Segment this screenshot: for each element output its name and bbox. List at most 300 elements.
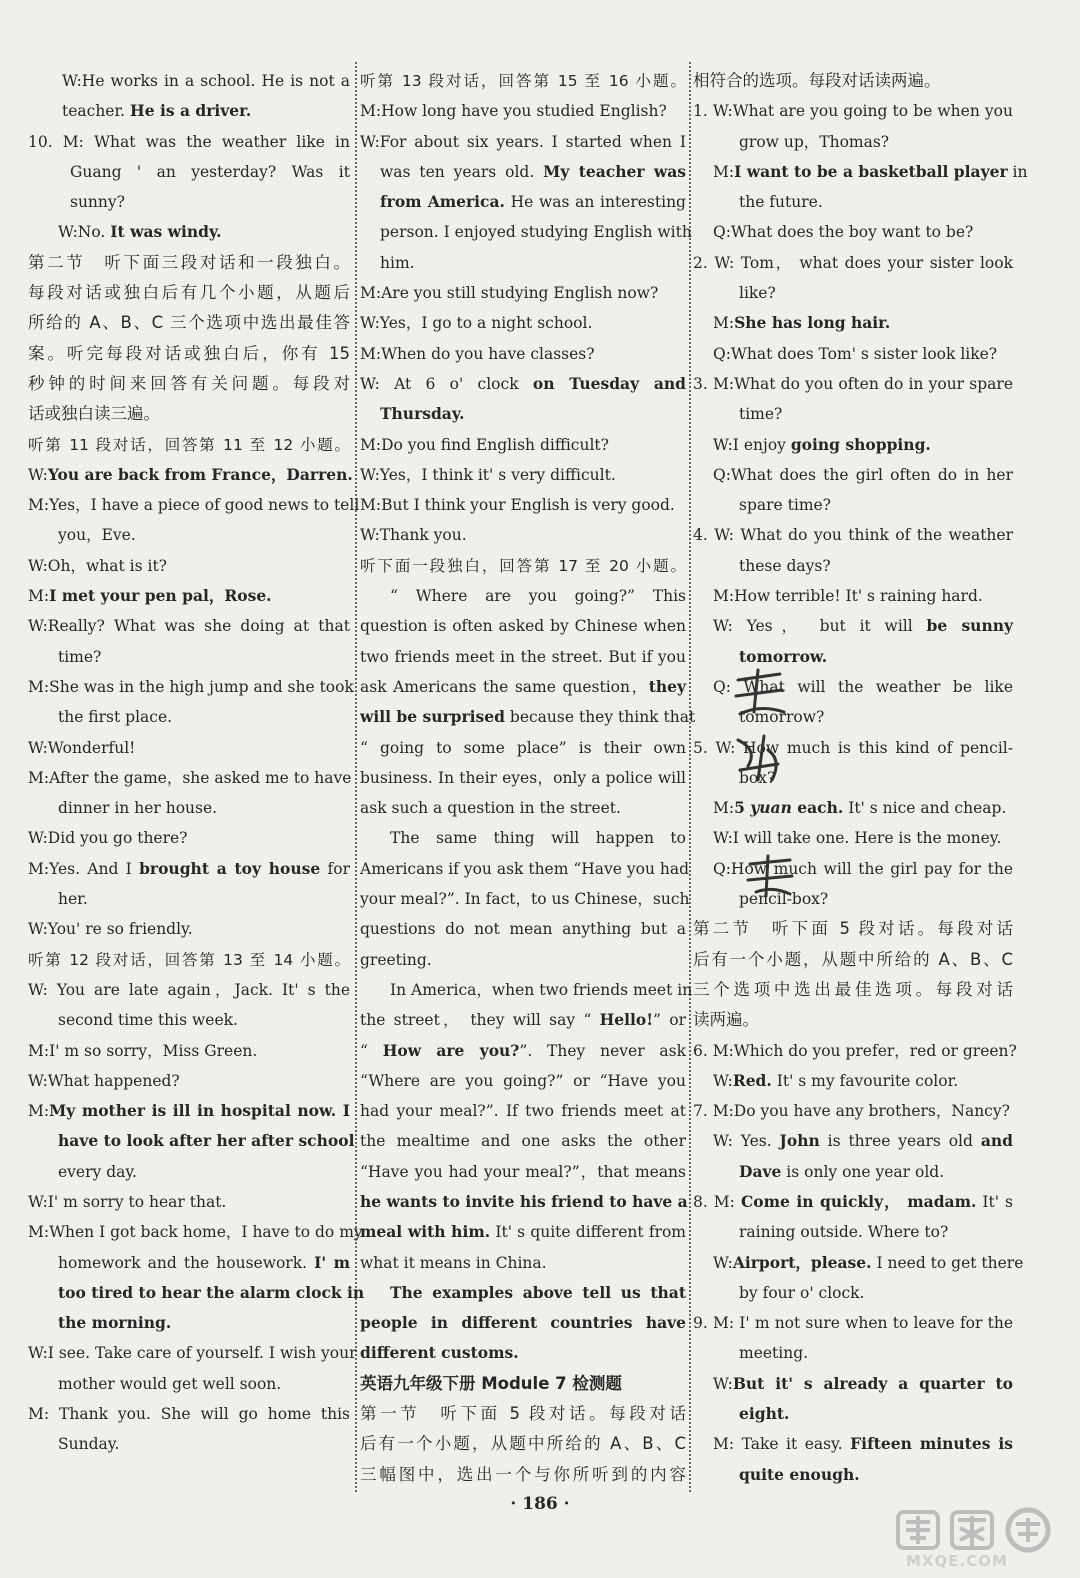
text-line [28,217,350,247]
text-run: Red. [732,1070,772,1090]
text-line [28,914,350,944]
text-column-right [693,66,1028,1491]
text-line [693,611,1013,641]
text-run: 7. M:Do you have any brothers，Nancy? [693,1102,1010,1121]
text-run: 后有一个小题，从题中所给的 A、B、C [360,1434,686,1454]
text-line [693,914,1013,944]
text-run: But it' s already a quarter to [732,1373,1013,1393]
text-line [360,430,686,460]
text-run: You are back from France，Darren. [47,464,353,484]
watermark-logo [896,1508,1056,1572]
text-line [28,1066,350,1096]
text-line [360,1157,686,1187]
text-line [360,581,686,611]
text-run: he wants to invite his friend to have a [360,1191,688,1211]
text-line [360,187,686,217]
text-run: 所给的 A、B、C 三个选项中选出最佳答 [28,313,350,333]
text-run: Q:What does Tom' s sister look like? [713,344,998,363]
text-run: what it means in China. [360,1253,547,1272]
text-run: M: Take it easy. [713,1435,851,1454]
text-line [693,1157,1013,1187]
text-line [360,884,690,914]
text-run: I met your pen pal，Rose. [49,586,272,606]
text-run: 2. W: Tom， what does your sister look [693,253,1013,272]
text-run: ” or [653,1011,686,1030]
text-line [693,823,1013,853]
text-line [693,1460,1013,1490]
text-run: W: [713,1253,733,1272]
text-run: It' s quite different from [490,1223,687,1242]
text-line [360,399,686,429]
text-line [693,702,1013,732]
text-run: W: [28,465,48,484]
text-run: 话或独白读三遍。 [28,404,160,424]
text-line [28,1096,350,1126]
text-line [693,945,1013,975]
text-line [28,733,350,763]
text-line [693,1036,1017,1066]
text-line [28,551,350,581]
text-run: W: Yes. [713,1132,780,1151]
text-line [693,1126,1013,1156]
text-run: W:I will take one. Here is the money. [713,829,1002,848]
text-line [28,278,350,308]
text-run: W:Really? What was she doing at that [28,617,350,636]
text-run: Americans if you ask them “Have you had [360,859,690,878]
text-line [360,793,686,823]
text-run: meeting. [739,1344,809,1363]
text-run: 听第 12 段对话，回答第 13 至 14 小题。 [28,950,350,969]
text-run: the mealtime and one asks the other [360,1132,686,1151]
text-line [360,217,692,247]
text-line [28,248,350,278]
text-line [360,1278,686,1308]
text-run: ask Americans the same question， [360,677,649,696]
text-run: It' s [976,1192,1013,1211]
text-line [28,975,350,1005]
text-run: W: [713,1071,733,1090]
text-run: W:For about six years. I started when I [360,132,686,151]
text-line [28,520,350,550]
text-line [28,187,350,217]
text-run: M: [28,1102,50,1121]
text-run: ”. They never ask [519,1041,686,1060]
text-run: I' m [314,1252,350,1272]
text-run: Sunday. [58,1435,120,1454]
text-line [28,854,350,884]
text-line [360,1005,686,1035]
text-line [693,308,1013,338]
text-line [360,1308,686,1338]
text-line [360,854,690,884]
text-run: W:I see. Take care of yourself. I wish your [28,1344,357,1363]
text-run: time? [739,405,783,424]
text-run: they [648,676,686,696]
text-run: 3. M:What do you often do in your spare [693,374,1013,393]
text-line [693,1217,1013,1247]
text-line [28,611,350,641]
text-run: W:No. [58,223,111,242]
text-line [28,308,350,338]
text-run: M:How terrible! It' s raining hard. [713,587,983,606]
text-run: 8. M: [693,1192,741,1211]
text-line [693,399,1013,429]
text-run: In America，when two friends meet in [390,980,693,999]
text-run: W:Yes，I go to a night school. [360,314,593,333]
text-line [360,642,686,672]
text-run: It' s nice and cheap. [843,799,1007,818]
text-line [28,1248,350,1278]
text-run: 6. M:Which do you prefer，red or green? [693,1041,1017,1060]
text-run: was ten years old. [380,162,544,181]
text-run: Q:What does the boy want to be? [713,223,974,242]
text-run: W:Oh，what is it? [28,556,167,575]
text-run: ask such a question in the street. [360,799,621,818]
text-run: these days? [739,556,831,575]
text-run: 相符合的选项。每段对话读两遍。 [693,71,941,90]
text-run: I need to get there [871,1253,1024,1272]
text-line [693,66,1013,96]
text-line [693,1005,1013,1035]
text-line [28,1429,350,1459]
text-run: be sunny [926,616,1013,636]
text-run: and [980,1131,1013,1151]
text-line [28,339,350,369]
text-run: mother would get well soon. [58,1374,282,1393]
text-line [693,1369,1013,1399]
text-line [360,1187,686,1217]
text-line [360,278,686,308]
text-run: the morning. [58,1313,172,1333]
text-run: each. [791,798,844,818]
text-run: him. [380,253,415,272]
text-run: M:After the game，she asked me to have [28,768,352,787]
text-run: spare time? [739,496,831,515]
text-run: Dave [739,1161,782,1181]
text-line [360,975,693,1005]
text-line [360,1217,686,1247]
text-line [28,884,350,914]
text-line [28,66,350,96]
text-line [693,1338,1013,1368]
text-line [360,914,686,944]
text-run: M:Yes. And I [28,859,140,878]
text-run: W: [713,1374,733,1393]
text-run: tomorrow. [739,646,828,666]
text-line [693,157,1028,187]
text-run: 5. W: How much is this kind of pencil- [693,738,1013,757]
text-line [28,1278,365,1308]
text-line [360,1126,686,1156]
text-run: Come in quickly， madam. [740,1191,977,1211]
text-run: dinner in her house. [58,799,218,818]
text-run: 三个选项中选出最佳选项。每段对话 [693,979,1013,999]
text-line [360,1096,686,1126]
text-line [28,430,350,460]
text-run: It was windy. [110,222,222,242]
text-line [693,339,1013,369]
text-line [28,1126,355,1156]
text-run: She has long hair. [734,313,891,333]
text-run: He was an interesting [504,193,686,212]
text-line [693,127,1013,157]
text-run: 第二节 听下面三段对话和一段独白。 [28,252,350,272]
text-line [28,1217,363,1247]
text-line [693,1187,1013,1217]
text-line [693,733,1013,763]
text-run: greeting. [360,950,432,969]
text-run: M:She was in the high jump and she took [28,677,354,696]
text-run: from America. [380,192,505,212]
text-run: 第二节 听下面 5 段对话。每段对话 [693,919,1013,939]
text-line [28,1369,350,1399]
text-run: pencil-box? [739,890,829,909]
text-run: the street， they will say “ [360,1011,600,1030]
text-line [360,490,686,520]
text-run: Guang ' an yesterday? Was it [70,162,350,181]
text-line [360,127,686,157]
text-run: tomorrow? [739,708,825,727]
text-run: M: [713,314,735,333]
text-run: W:He works in a school. He is not a [62,72,350,90]
text-run: teacher. [62,102,131,121]
text-run: “Where are you going?” or “Have you [360,1071,686,1090]
text-line [28,369,350,399]
text-line [693,217,1013,247]
text-run: like? [739,284,776,303]
text-run: going shopping. [790,434,931,454]
text-line [28,793,350,823]
text-run: M:Are you still studying English now? [360,284,659,303]
text-line [693,278,1013,308]
text-run: M:When do you have classes? [360,344,595,363]
text-run: is three years old [819,1132,981,1151]
text-line [693,490,1013,520]
text-run: business. In their eyes，only a police will [360,768,686,787]
text-line [693,763,1013,793]
text-run: M:But I think your English is very good. [360,496,675,515]
text-run: W:What happened? [28,1071,180,1090]
text-run: M:I' m so sorry，Miss Green. [28,1041,258,1060]
text-line [360,1338,686,1368]
page-number: · 186 · [510,1494,570,1514]
text-run: 案。听完每段对话或独白后，你有 15 [28,343,350,363]
text-line [28,763,350,793]
text-line [360,1369,686,1399]
text-run: The examples above tell us that [390,1282,686,1302]
text-run: 1. W:What are you going to be when you [693,102,1013,121]
text-run: 4. W: What do you think of the weather [693,526,1013,545]
text-column-middle [360,66,696,1491]
text-run: M:How long have you studied English? [360,102,667,121]
text-run: W: You are late again，Jack. It' s the [28,980,350,999]
text-line [360,460,686,490]
text-run: sunny? [70,193,125,212]
text-line [360,308,686,338]
text-run: “Have you had your meal?”，that means [360,1162,686,1181]
text-run: 10. M: What was the weather like in [28,132,350,151]
text-run: I want to be a basketball player [734,161,1008,181]
text-run: brought a toy house [139,858,321,878]
text-line [693,1399,1013,1429]
text-run: grow up，Thomas? [739,132,890,151]
text-line [360,1036,686,1066]
text-run: W:I' m sorry to hear that. [28,1192,227,1211]
text-run: will be surprised [360,707,505,727]
text-line [360,66,686,96]
text-run: 后有一个小题，从题中所给的 A、B、C [693,949,1013,969]
text-line [28,823,350,853]
text-run: W:Wonderful! [28,738,136,757]
text-run: Thursday. [380,404,465,424]
text-line [360,763,686,793]
text-run: your meal?”. In fact，to us Chinese，such [360,890,690,909]
text-run: question is often asked by Chinese when [360,617,686,636]
text-column-left [28,66,365,1491]
text-run: M: Thank you. She will go home this [28,1405,350,1424]
text-run: W: Yes， but it will [713,617,927,636]
text-run: It' s my favourite color. [771,1071,959,1090]
text-run: W:I enjoy [713,435,791,454]
text-run: 秒钟的时间来回答有关问题。每段对 [28,373,350,393]
text-run: her. [58,890,88,909]
text-run: you，Eve. [58,526,136,545]
text-line [693,187,1013,217]
text-run: 听第 11 段对话，回答第 11 至 12 小题。 [28,435,350,454]
text-run: My mother is ill in hospital now. I [49,1101,350,1121]
text-line [360,1248,686,1278]
text-line [28,945,350,975]
text-line [693,369,1013,399]
text-line [360,157,686,187]
text-run: 第一节 听下面 5 段对话。每段对话 [360,1404,686,1424]
text-run: “ [360,1041,383,1060]
text-line [693,975,1013,1005]
text-line [28,399,350,429]
text-run: The same thing will happen to [390,829,686,848]
text-run: different customs. [360,1343,519,1363]
text-line [28,490,360,520]
text-run: box? [739,768,776,787]
text-line [28,460,353,490]
text-run: He is a driver. [130,101,252,121]
text-line [28,1187,350,1217]
text-line [360,551,686,581]
column-divider [689,62,691,1492]
text-run: people in different countries have [360,1313,686,1333]
text-run: 读两遍。 [693,1010,759,1030]
text-run: Airport，please. [732,1252,872,1272]
text-line [693,248,1013,278]
text-line [693,1248,1024,1278]
text-line [360,369,686,399]
text-line [28,127,350,157]
text-line [693,430,1013,460]
text-run: John [779,1131,820,1151]
text-line [28,1036,350,1066]
text-line [693,581,1013,611]
text-line [693,551,1013,581]
text-run: M: [28,587,50,606]
text-line [693,642,1013,672]
text-line [360,248,686,278]
text-line [360,702,696,732]
watermark-url: MXQE.COM [906,1552,1008,1570]
text-line [28,642,350,672]
text-line [360,339,686,369]
text-run: quite enough. [739,1464,860,1484]
text-run: M:Yes，I have a piece of good news to tell [28,496,360,515]
text-line [360,1460,686,1490]
text-line [360,611,686,641]
text-line [360,733,686,763]
text-line [360,1399,686,1429]
text-run: W:You' re so friendly. [28,920,193,939]
text-run: 9. M: I' m not sure when to leave for the [693,1314,1013,1333]
text-run: M:Do you find English difficult? [360,435,609,454]
text-line [693,1429,1013,1459]
text-line [28,157,350,187]
text-line [360,945,686,975]
text-run: the future. [739,193,823,212]
text-run: have to look after her after school [58,1131,355,1151]
text-line [28,702,350,732]
text-line [28,1399,350,1429]
text-run: 听第 13 段对话，回答第 15 至 16 小题。 [360,72,686,90]
text-line [693,1308,1013,1338]
text-run: raining outside. Where to? [739,1223,949,1242]
text-run: 听下面一段独白，回答第 17 至 20 小题。 [360,556,686,575]
text-run: the first place. [58,708,173,727]
text-run: W: At 6 o' clock [360,374,533,393]
text-line [693,884,1013,914]
text-line [693,96,1013,126]
text-line [28,672,354,702]
text-run: Fifteen minutes is [850,1434,1013,1454]
text-line [28,96,350,126]
text-line [693,1278,1013,1308]
text-line [693,460,1013,490]
text-run: W:Did you go there? [28,829,188,848]
text-line [360,823,686,853]
text-run: M:When I got back home，I have to do my [28,1223,363,1242]
text-line [28,1157,350,1187]
text-run: meal with him. [360,1222,491,1242]
text-line [360,1066,686,1096]
text-run: person. I enjoyed studying English with [380,223,692,242]
text-run: M: [713,799,735,818]
text-line [360,1429,686,1459]
text-run: for [320,859,350,878]
text-run: because they think that [504,708,696,727]
text-line [28,1338,357,1368]
text-run: eight. [739,1404,790,1424]
text-line [693,854,1013,884]
text-run: “ Where are you going?” This [390,587,686,606]
text-run: 三幅图中，选出一个与你所听到的内容 [360,1464,686,1484]
text-run: every day. [58,1162,137,1181]
text-line [693,672,1013,702]
text-run: two friends meet in the street. But if you [360,647,686,666]
text-line [360,520,686,550]
text-line [693,1096,1013,1126]
text-run: second time this week. [58,1011,238,1030]
text-run: by four o' clock. [739,1283,865,1302]
text-run: How are you? [382,1040,520,1060]
text-line [28,1005,350,1035]
text-run: homework and the housework. [58,1253,315,1272]
text-run: Q: What will the weather be like [713,677,1013,696]
